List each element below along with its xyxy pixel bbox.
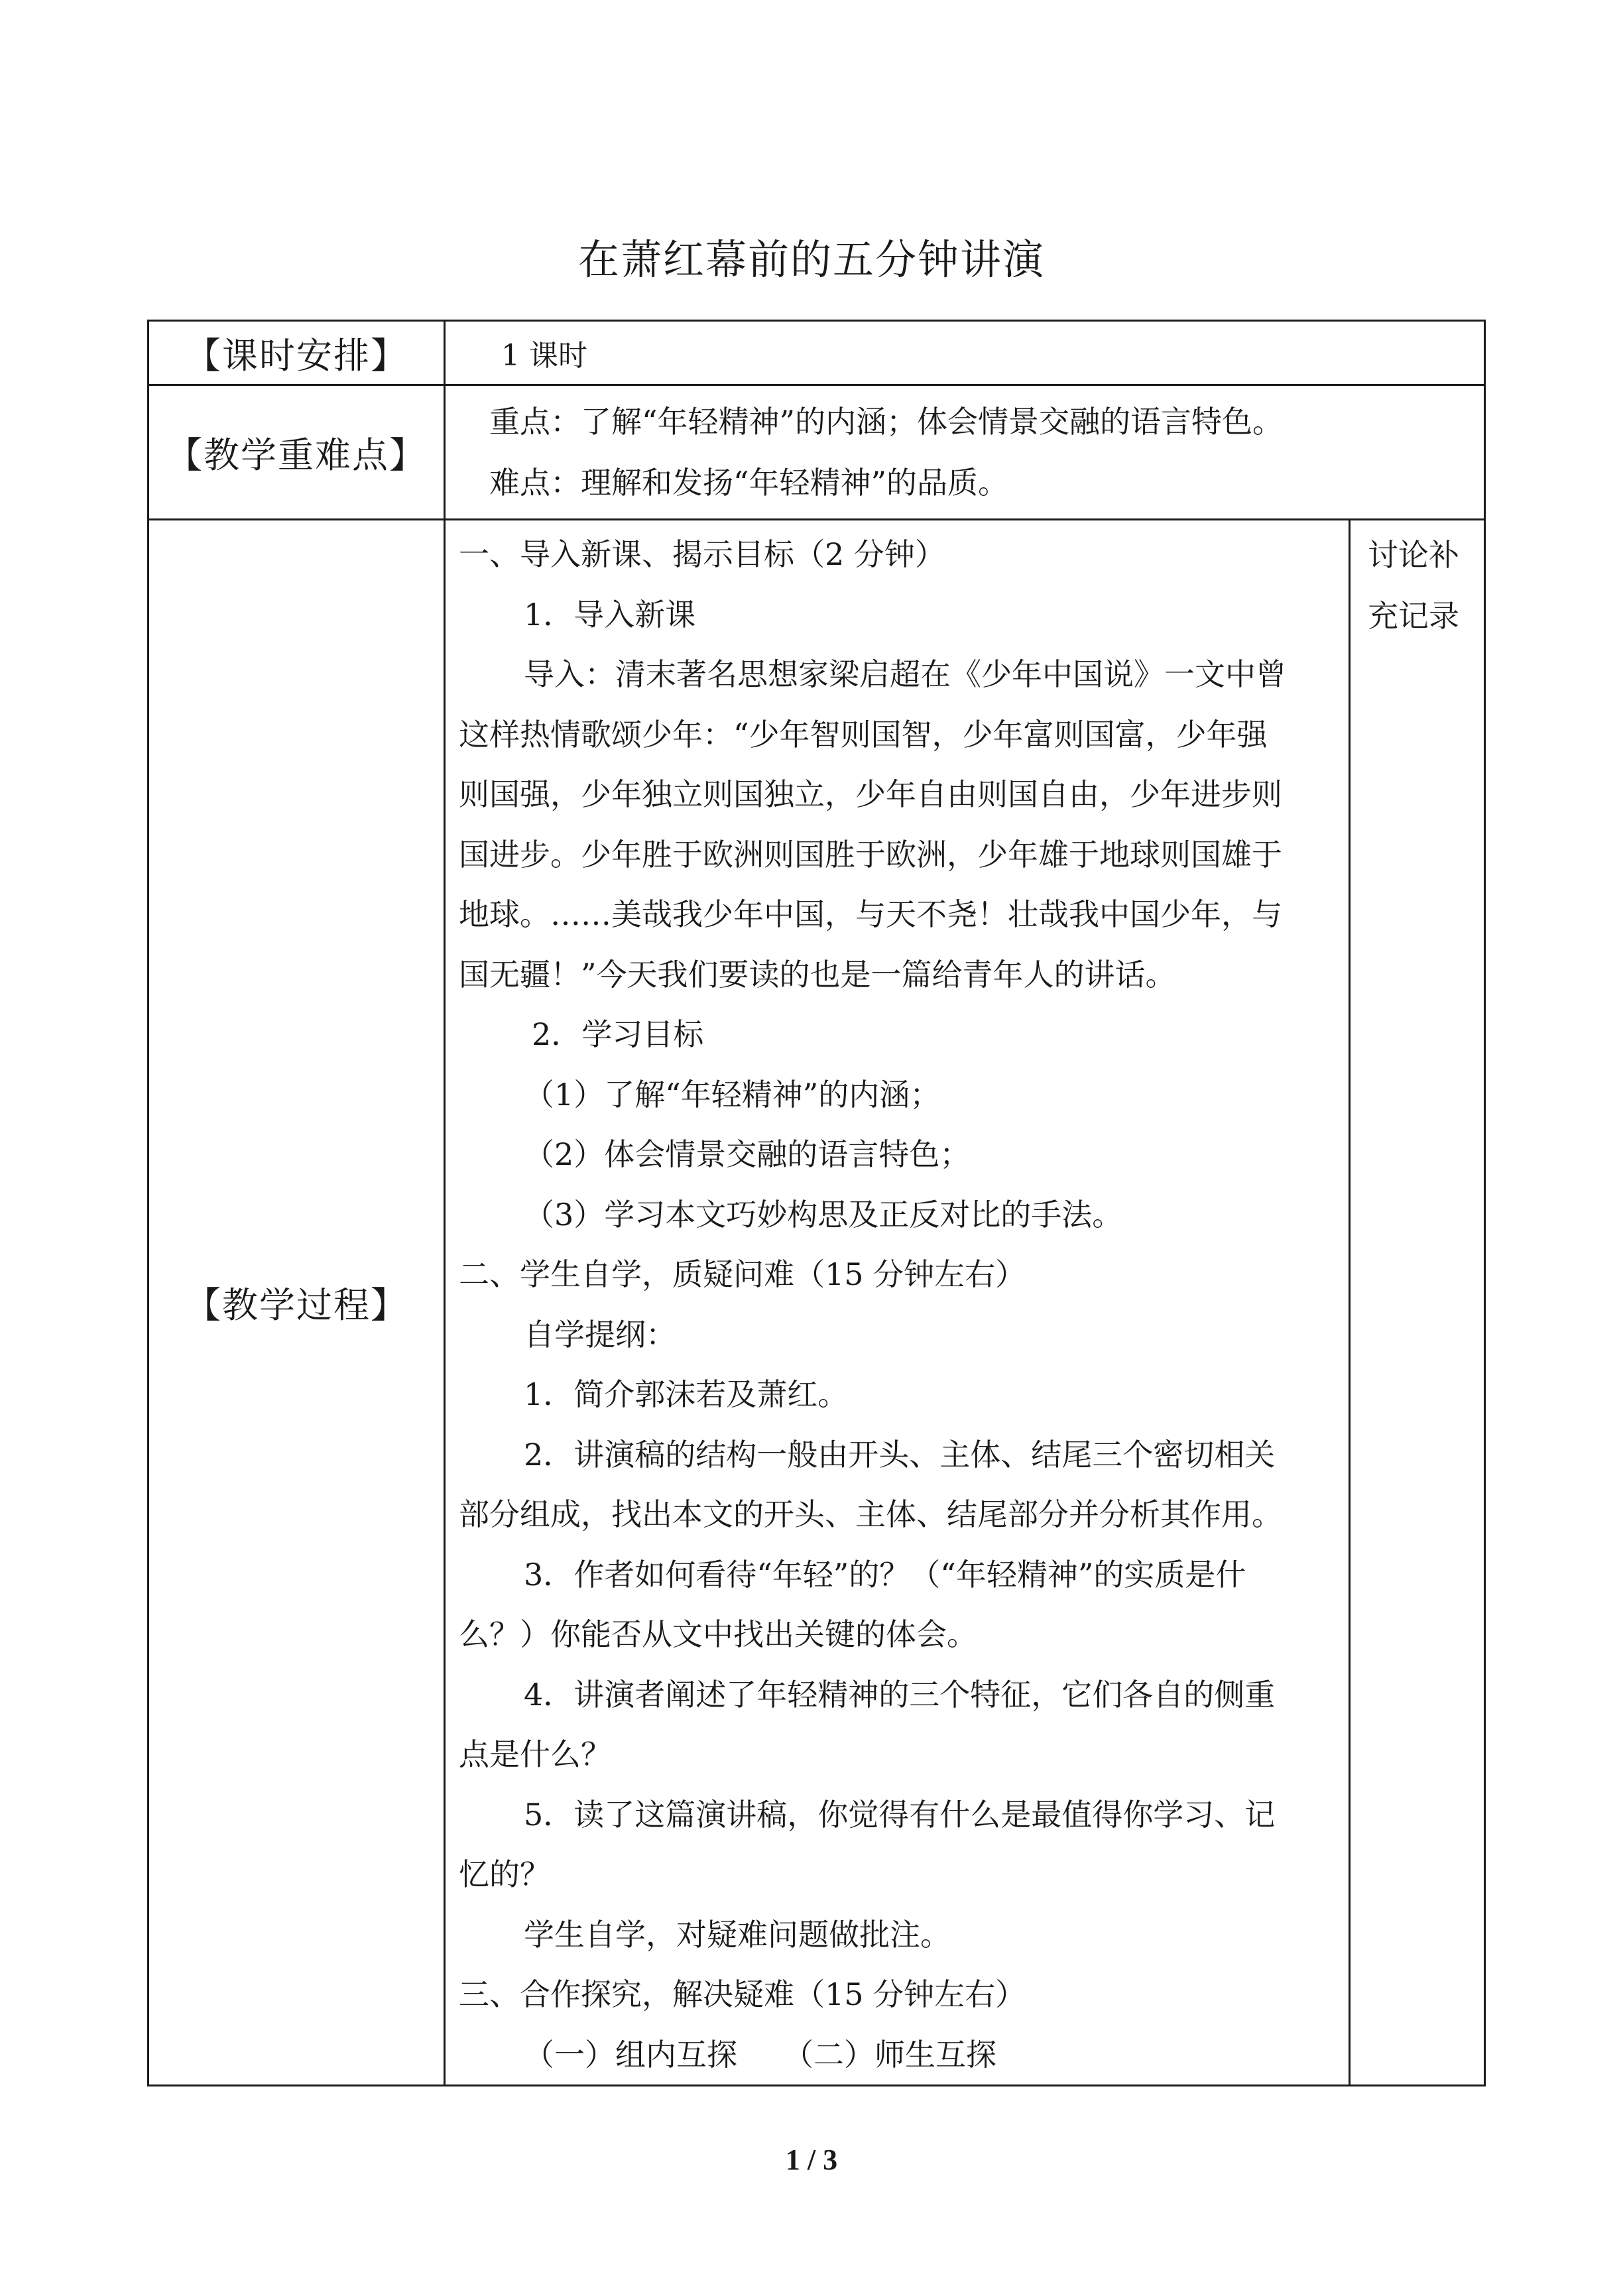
paragraph-line: 地球。……美哉我少年中国，与天不尧！壮哉我中国少年，与 xyxy=(459,896,1282,932)
paragraph-line: （一）组内互探 （二）师生互探 xyxy=(524,2036,996,2073)
schedule-row xyxy=(149,321,1485,385)
objective-item: （1）了解“年轻精神”的内涵； xyxy=(524,1076,941,1113)
outline-item: 忆的？ xyxy=(459,1856,550,1892)
notes-line: 讨论补 xyxy=(1368,537,1459,573)
key-points-label: 【教学重难点】 xyxy=(149,385,445,520)
document-title: 在萧红幕前的五分钟讲演 xyxy=(577,235,1045,284)
outline-item: 点是什么？ xyxy=(459,1736,611,1772)
process-row xyxy=(149,520,1485,2086)
paragraph-line: 则国强，少年独立则国独立，少年自由则国自由，少年进步则 xyxy=(459,776,1282,812)
key-point-line: 难点：理解和发扬“年轻精神”的品质。 xyxy=(489,465,1009,501)
key-points-content xyxy=(445,385,1485,520)
schedule-label: 【课时安排】 xyxy=(149,321,445,385)
notes-line: 充记录 xyxy=(1368,598,1459,634)
section-heading: 三、合作探究，解决疑难（15 分钟左右） xyxy=(459,1976,1026,2012)
paragraph-line: 导入：清末著名思想家梁启超在《少年中国说》一文中曾 xyxy=(524,656,1286,692)
outline-item: 部分组成，找出本文的开头、主体、结尾部分并分析其作用。 xyxy=(459,1496,1282,1532)
key-points-row xyxy=(149,385,1485,520)
notes-cell xyxy=(1350,520,1485,2086)
paragraph-line: 这样热情歌颂少年：“少年智则国智，少年富则国富，少年强 xyxy=(459,716,1268,753)
outline-item: 么？）你能否从文中找出关键的体会。 xyxy=(459,1616,977,1652)
outline-item: 1．简介郭沫若及萧红。 xyxy=(524,1376,849,1412)
outline-item: 2．讲演稿的结构一般由开头、主体、结尾三个密切相关 xyxy=(524,1436,1276,1473)
subheading: 2．学习目标 xyxy=(532,1016,704,1052)
lesson-plan-table xyxy=(147,320,1486,2086)
paragraph-line: 学生自学，对疑难问题做批注。 xyxy=(524,1916,951,1953)
paragraph-line: 国进步。少年胜于欧洲则国胜于欧洲，少年雄于地球则国雄于 xyxy=(459,836,1282,873)
outline-item: 4．讲演者阐述了年轻精神的三个特征，它们各自的侧重 xyxy=(524,1676,1276,1713)
outline-item: 3．作者如何看待“年轻”的？（“年轻精神”的实质是什 xyxy=(524,1556,1246,1593)
section-heading: 二、学生自学，质疑问难（15 分钟左右） xyxy=(459,1256,1026,1292)
key-point-line: 重点：了解“年轻精神”的内涵；体会情景交融的语言特色。 xyxy=(489,404,1284,440)
objective-item: （3）学习本文巧妙构思及正反对比的手法。 xyxy=(524,1196,1123,1233)
outline-item: 5．读了这篇演讲稿，你觉得有什么是最值得你学习、记 xyxy=(524,1796,1276,1833)
subheading: 自学提纲： xyxy=(524,1316,676,1353)
process-label: 【教学过程】 xyxy=(149,520,445,2086)
process-content xyxy=(445,520,1350,2086)
objective-item: （2）体会情景交融的语言特色； xyxy=(524,1136,971,1172)
paragraph-line: 国无疆！”今天我们要读的也是一篇给青年人的讲话。 xyxy=(459,956,1176,993)
schedule-value: 1 课时 xyxy=(445,321,1485,385)
subheading: 1．导入新课 xyxy=(524,596,696,633)
page-number: 1 / 3 xyxy=(785,2144,838,2176)
section-heading: 一、导入新课、揭示目标（2 分钟） xyxy=(459,536,945,572)
